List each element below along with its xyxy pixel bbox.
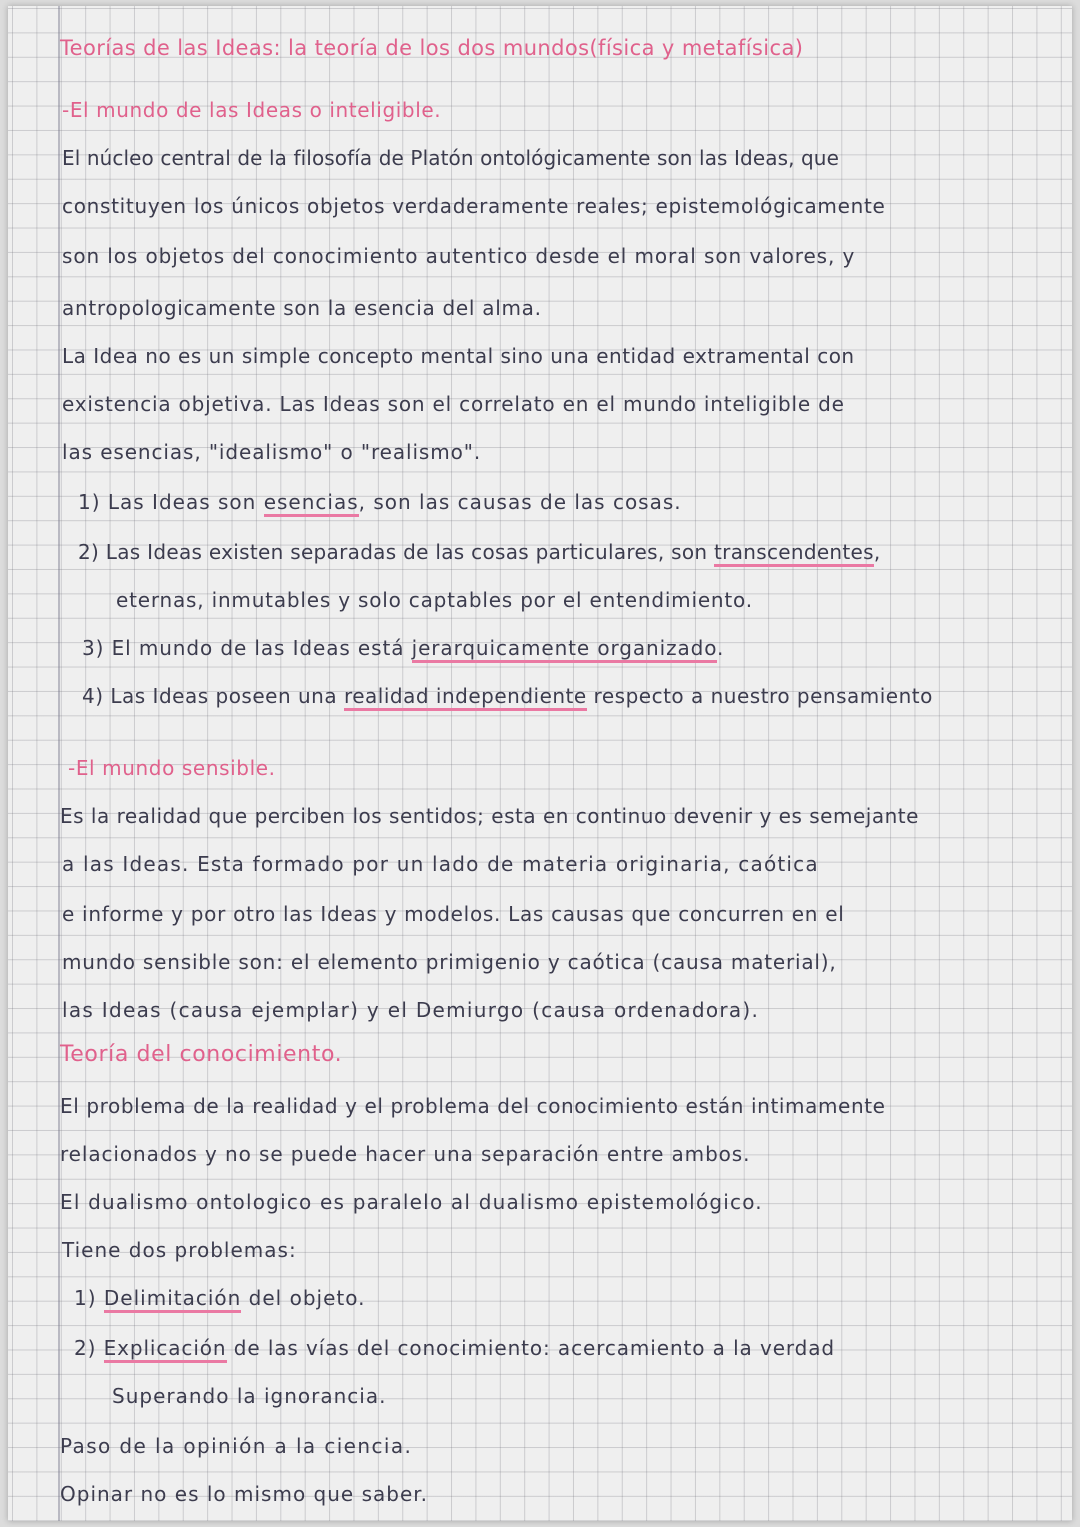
text-line: existencia objetiva. Las Ideas son el correlato en el mundo inteligible de — [62, 392, 845, 416]
heading-mundo-sensible: -El mundo sensible. — [68, 756, 276, 780]
list-item-text: 4) Las Ideas poseen una — [82, 684, 344, 708]
list-item-text: , son las causas de las cosas. — [358, 490, 682, 514]
text-line: relacionados y no se puede hacer una separación entre ambos. — [60, 1142, 751, 1166]
notebook-page — [8, 6, 1072, 1521]
text-line: son los objetos del conocimiento autentico desde el moral son valores, y — [62, 244, 856, 268]
text-line: La Idea no es un simple concepto mental sino una entidad extramental con — [62, 344, 855, 368]
list-item-text: del objeto. — [241, 1286, 366, 1310]
text-line: El núcleo central de la filosofía de Platón ontológicamente son las Ideas, que — [62, 146, 839, 170]
list-item-text: 2) Las Ideas existen separadas de las cosas particulares, son — [78, 540, 715, 564]
list-item-text: 2) — [74, 1336, 104, 1360]
highlighted-term: Delimitación — [104, 1286, 241, 1313]
highlighted-term: realidad independiente — [344, 684, 587, 711]
list-item — [74, 1286, 365, 1310]
highlighted-term: esencias — [264, 490, 359, 517]
text-line: a las Ideas. Esta formado por un lado de materia originaria, caótica — [62, 852, 819, 876]
text-line: El dualismo ontologico es paralelo al dualismo epistemológico. — [60, 1190, 763, 1214]
page-title: Teorías de las Ideas: la teoría de los dos mundos(física y metafísica) — [60, 36, 804, 60]
list-item-text: 3) El mundo de las Ideas está — [82, 636, 412, 660]
text-line: El problema de la realidad y el problema del conocimiento están intimamente — [60, 1094, 886, 1118]
list-item — [78, 490, 682, 514]
list-item-text: respecto a nuestro pensamiento — [586, 684, 933, 708]
list-item-continuation: Superando la ignorancia. — [112, 1384, 387, 1408]
highlighted-term: Explicación — [104, 1336, 227, 1363]
list-item — [78, 540, 881, 564]
list-item — [82, 636, 724, 660]
text-line: Tiene dos problemas: — [62, 1238, 297, 1262]
margin-line — [58, 6, 60, 1521]
list-item — [74, 1336, 835, 1360]
list-item-continuation: eternas, inmutables y solo captables por el entendimiento. — [116, 588, 753, 612]
text-line: Es la realidad que perciben los sentidos; esta en continuo devenir y es semejante — [60, 804, 919, 828]
list-item-text: de las vías del conocimiento: acercamiento a la verdad — [226, 1336, 836, 1360]
list-item-text: . — [717, 636, 725, 660]
list-item-text: , — [873, 540, 881, 564]
heading-teoria-conocimiento: Teoría del conocimiento. — [60, 1042, 343, 1067]
text-line: Opinar no es lo mismo que saber. — [60, 1482, 428, 1506]
highlighted-term: jerarquicamente organizado — [412, 636, 717, 663]
highlighted-term: transcendentes — [714, 540, 874, 567]
list-item — [82, 684, 933, 708]
heading-mundo-inteligible: -El mundo de las Ideas o inteligible. — [62, 98, 442, 122]
text-line: Paso de la opinión a la ciencia. — [60, 1434, 413, 1458]
text-line: las Ideas (causa ejemplar) y el Demiurgo (causa ordenadora). — [62, 998, 760, 1022]
text-line: e informe y por otro las Ideas y modelos. Las causas que concurren en el — [62, 902, 845, 926]
list-item-text: 1) — [74, 1286, 104, 1310]
list-item-text: 1) Las Ideas son — [78, 490, 264, 514]
text-line: las esencias, "idealismo" o "realismo". — [62, 440, 482, 464]
text-line: constituyen los únicos objetos verdaderamente reales; epistemológicamente — [62, 194, 886, 218]
text-line: antropologicamente son la esencia del alma. — [62, 296, 542, 320]
text-line: mundo sensible son: el elemento primigenio y caótica (causa material), — [62, 950, 837, 974]
